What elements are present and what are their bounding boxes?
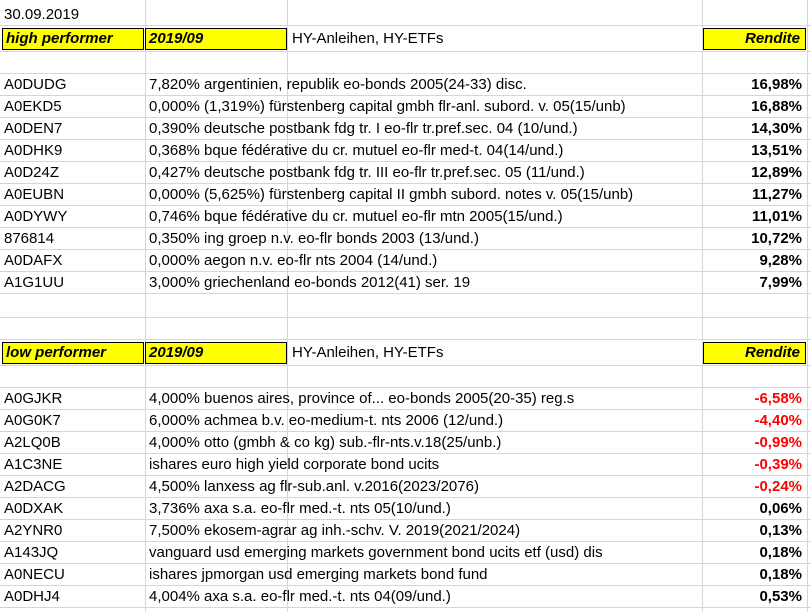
rendite-cell[interactable]: 13,51% — [751, 142, 802, 159]
bond-name-cell[interactable]: 0,000% (5,625%) fürstenberg capital II gmbh subord. notes v. 05(15/unb) — [149, 186, 634, 203]
isin-cell[interactable]: A2DACG — [4, 478, 66, 495]
rendite-cell[interactable]: -4,40% — [754, 412, 802, 429]
rendite-cell[interactable]: 0,18% — [759, 544, 802, 561]
table-row[interactable] — [0, 476, 811, 498]
table-row[interactable] — [0, 74, 811, 96]
bond-name-cell[interactable]: 4,000% buenos aires, province of... eo-bonds 2005(20-35) reg.s — [149, 390, 575, 407]
isin-cell[interactable]: A0DHK9 — [4, 142, 63, 159]
table-row[interactable] — [0, 96, 811, 118]
rendite-cell[interactable]: 9,28% — [759, 252, 802, 269]
table-row[interactable] — [0, 250, 811, 272]
high-period-label[interactable]: 2019/09 — [145, 28, 287, 50]
table-row[interactable] — [0, 586, 811, 608]
low-period-label[interactable]: 2019/09 — [145, 342, 287, 364]
isin-cell[interactable]: A0G0K7 — [4, 412, 61, 429]
rendite-cell[interactable]: 0,18% — [759, 566, 802, 583]
isin-cell[interactable]: A0DYWY — [4, 208, 68, 225]
low-header-row[interactable] — [0, 340, 811, 366]
isin-cell[interactable]: A1C3NE — [4, 456, 63, 473]
high-desc[interactable]: HY-Anleihen, HY-ETFs — [292, 30, 444, 47]
table-row[interactable] — [0, 498, 811, 520]
table-row[interactable] — [0, 388, 811, 410]
isin-cell[interactable]: 876814 — [4, 230, 55, 247]
isin-cell[interactable]: A0DHJ4 — [4, 588, 60, 605]
bond-name-cell[interactable]: 0,000% (1,319%) fürstenberg capital gmbh flr-anl. subord. v. 05(15/unb) — [149, 98, 626, 115]
bond-name-cell[interactable]: 3,736% axa s.a. eo-flr med.-t. nts 05(10/und.) — [149, 500, 451, 517]
isin-cell[interactable]: A0NECU — [4, 566, 65, 583]
empty-row[interactable] — [0, 296, 811, 318]
date-row[interactable] — [0, 4, 811, 26]
rendite-cell[interactable]: -0,99% — [754, 434, 802, 451]
low-desc[interactable]: HY-Anleihen, HY-ETFs — [292, 344, 444, 361]
isin-cell[interactable]: A2LQ0B — [4, 434, 61, 451]
table-row[interactable] — [0, 542, 811, 564]
rendite-cell[interactable]: 11,27% — [751, 186, 802, 203]
table-row[interactable] — [0, 432, 811, 454]
bond-name-cell[interactable]: 0,000% aegon n.v. eo-flr nts 2004 (14/und.) — [149, 252, 438, 269]
isin-cell[interactable]: A1G1UU — [4, 274, 65, 291]
rendite-cell[interactable]: 16,88% — [751, 98, 802, 115]
table-row[interactable] — [0, 206, 811, 228]
rendite-cell[interactable]: 16,98% — [751, 76, 802, 93]
empty-row[interactable] — [0, 366, 811, 388]
bond-name-cell[interactable]: 3,000% griechenland eo-bonds 2012(41) ser. 19 — [149, 274, 471, 291]
low-rendite-label[interactable]: Rendite — [703, 342, 806, 364]
table-row[interactable] — [0, 140, 811, 162]
isin-cell[interactable]: A2YNR0 — [4, 522, 63, 539]
rendite-cell[interactable]: 0,06% — [759, 500, 802, 517]
table-row[interactable] — [0, 454, 811, 476]
isin-cell[interactable]: A0DAFX — [4, 252, 63, 269]
rendite-cell[interactable]: 11,01% — [751, 208, 802, 225]
bond-name-cell[interactable]: 4,000% otto (gmbh & co kg) sub.-flr-nts.v.18(25/unb.) — [149, 434, 502, 451]
table-row[interactable] — [0, 118, 811, 140]
bond-name-cell[interactable]: 6,000% achmea b.v. eo-medium-t. nts 2006 (12/und.) — [149, 412, 504, 429]
rendite-cell[interactable]: 14,30% — [751, 120, 802, 137]
bond-name-cell[interactable]: 0,746% bque fédérative du cr. mutuel eo-flr mtn 2005(15/und.) — [149, 208, 563, 225]
table-row[interactable] — [0, 272, 811, 294]
high-performer-label[interactable]: high performer — [2, 28, 144, 50]
rendite-cell[interactable]: -6,58% — [754, 390, 802, 407]
isin-cell[interactable]: A0D24Z — [4, 164, 60, 181]
isin-cell[interactable]: A143JQ — [4, 544, 59, 561]
table-row[interactable] — [0, 564, 811, 586]
bond-name-cell[interactable]: 7,820% argentinien, republik eo-bonds 2005(24-33) disc. — [149, 76, 527, 93]
isin-cell[interactable]: A0DUDG — [4, 76, 67, 93]
high-rendite-label[interactable]: Rendite — [703, 28, 806, 50]
rendite-cell[interactable]: 7,99% — [759, 274, 802, 291]
rendite-cell[interactable]: 12,89% — [751, 164, 802, 181]
bond-name-cell[interactable]: vanguard usd emerging markets government bond ucits etf (usd) dis — [149, 544, 603, 561]
isin-cell[interactable]: A0GJKR — [4, 390, 63, 407]
bond-name-cell[interactable]: ishares jpmorgan usd emerging markets bond fund — [149, 566, 488, 583]
rendite-cell[interactable]: -0,39% — [754, 456, 802, 473]
bond-name-cell[interactable]: 4,004% axa s.a. eo-flr med.-t. nts 04(09/und.) — [149, 588, 451, 605]
high-header-row[interactable] — [0, 26, 811, 52]
isin-cell[interactable]: A0EUBN — [4, 186, 65, 203]
isin-cell[interactable]: A0EKD5 — [4, 98, 62, 115]
table-row[interactable] — [0, 228, 811, 250]
table-row[interactable] — [0, 184, 811, 206]
bond-name-cell[interactable]: 0,427% deutsche postbank fdg tr. III eo-flr tr.pref.sec. 05 (11/und.) — [149, 164, 585, 181]
isin-cell[interactable]: A0DEN7 — [4, 120, 63, 137]
low-performer-label[interactable]: low performer — [2, 342, 144, 364]
date-cell[interactable]: 30.09.2019 — [4, 6, 80, 23]
bond-name-cell[interactable]: 7,500% ekosem-agrar ag inh.-schv. V. 2019(2021/2024) — [149, 522, 521, 539]
rendite-cell[interactable]: 0,53% — [759, 588, 802, 605]
bond-name-cell[interactable]: 0,368% bque fédérative du cr. mutuel eo-flr med-t. 04(14/und.) — [149, 142, 564, 159]
bond-name-cell[interactable]: 0,350% ing groep n.v. eo-flr bonds 2003 (13/und.) — [149, 230, 479, 247]
bond-name-cell[interactable]: ishares euro high yield corporate bond ucits — [149, 456, 440, 473]
empty-row[interactable] — [0, 52, 811, 74]
bond-name-cell[interactable]: 0,390% deutsche postbank fdg tr. I eo-flr tr.pref.sec. 04 (10/und.) — [149, 120, 578, 137]
empty-row[interactable] — [0, 318, 811, 340]
bond-name-cell[interactable]: 4,500% lanxess ag flr-sub.anl. v.2016(2023/2076) — [149, 478, 479, 495]
table-row[interactable] — [0, 162, 811, 184]
rendite-cell[interactable]: 0,13% — [759, 522, 802, 539]
isin-cell[interactable]: A0DXAK — [4, 500, 64, 517]
table-row[interactable] — [0, 520, 811, 542]
rendite-cell[interactable]: 10,72% — [751, 230, 802, 247]
rendite-cell[interactable]: -0,24% — [754, 478, 802, 495]
table-row[interactable] — [0, 410, 811, 432]
